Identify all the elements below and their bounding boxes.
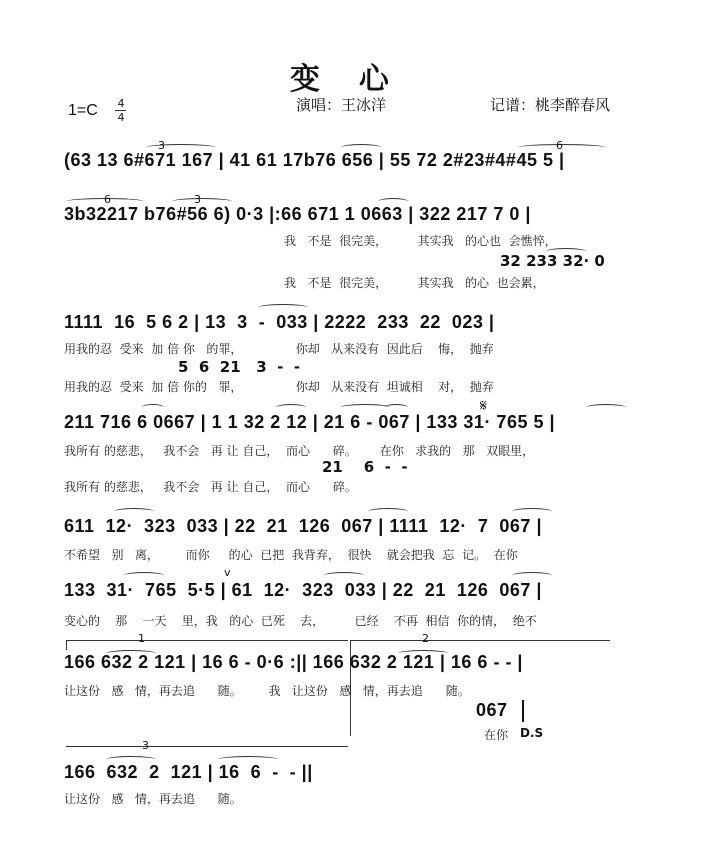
score-line-3: 1111 16 5 6 2 | 13 3 - 033 | 2222 233 22 023 | (64, 312, 495, 332)
time-signature-bottom: 4 (117, 111, 125, 124)
lyric-line-3a: 用我的忍 受来 加 倍 你 的罪， 你却 从来没有 因此后 悔， 抛弃 (64, 342, 494, 356)
triplet-mark: 3 (158, 139, 165, 152)
slur (340, 404, 390, 411)
key-signature: 1=C (68, 102, 98, 119)
ds-lyric: 在你 (484, 728, 509, 742)
transcriber-credit: 记谱：桃李醉春风 (490, 96, 611, 114)
song-title: 变 心 (290, 62, 395, 97)
score-line-4: 211 716 6 0667 | 1 1 32 2 12 | 21 6 - 067 | 133 31· 765 5 | (64, 412, 556, 432)
slur (512, 572, 552, 579)
slur (586, 404, 626, 411)
ending-1-bracket (66, 640, 348, 641)
score-sheet (38, 36, 671, 809)
score-line-7: 166 632 2 121 | 16 6 - 0·6 :|| 166 632 2 121 | 16 6 - - | (64, 652, 523, 672)
triplet-bracket (66, 746, 348, 747)
slur (384, 404, 408, 411)
ending-2-label: 2 (422, 632, 429, 645)
segno-mark: 𝄋 (480, 396, 487, 415)
ending-1-bracket-start (66, 640, 67, 650)
ds-notes: 067 (476, 700, 508, 720)
alt-score-line-3: 5 6 21 3 - - (178, 358, 301, 376)
slur (114, 508, 154, 515)
score-line-1: (63 13 6#671 167 | 41 61 17b76 656 | 55 72 2#23#4#45 5 | (64, 150, 565, 170)
lyric-line-4b: 我所有 的慈悲， 我不会 再 让 自己， 而心 碎。 (64, 480, 357, 494)
lyric-line-3b: 用我的忍 受来 加 倍 你的 罪， 你却 从来没有 坦诚相 对， 抛弃 (64, 380, 494, 394)
lyric-line-7: 让这份 感 情，再去追 随。 我 让这份 感 情，再去追 随。 (64, 684, 470, 698)
score-line-8: 166 632 2 121 | 16 6 - - || (64, 762, 313, 782)
slur (324, 572, 364, 579)
triplet-mark: 3 (194, 193, 201, 206)
lyric-line-4a: 我所有 的慈悲， 我不会 再 让 自己， 而心 碎。 在你 求我的 那 双眼里， (64, 444, 535, 458)
slur (258, 304, 308, 311)
score-line-5: 611 12· 323 033 | 22 21 126 067 | 1111 12· 7 067 | (64, 516, 542, 536)
slur (124, 572, 164, 579)
lyric-line-2b: 我 不是 很完美， 其实我 的心 也会累， (284, 276, 545, 290)
score-line-6: 133 31· 765 5·5 | 61 12· 323 033 | 22 21 126 067 | (64, 580, 542, 600)
slur (512, 508, 552, 515)
slur (276, 404, 306, 411)
lyric-line-5: 不希望 别 离， 而你 的心 已把 我背弃， 很快 就会把我 忘 记。 在你 (64, 548, 518, 562)
alt-score-line-4: 21 6 - - (322, 458, 408, 476)
slur (142, 404, 164, 411)
ds-mark: D.S (520, 726, 544, 740)
sextuplet-mark: 6 (104, 193, 111, 206)
lyric-line-8: 让这份 感 情，再去追 随。 (64, 792, 242, 806)
triplet-mark: 3 (142, 739, 149, 752)
sextuplet-mark: 6 (556, 139, 563, 152)
lyric-line-2a: 我 不是 很完美， 其实我 的心也 会憔悴， (284, 234, 557, 248)
singer-credit: 演唱：王冰洋 (296, 96, 387, 114)
alt-score-line-2: 32 233 32· 0 (500, 252, 605, 270)
time-signature-top: 4 (117, 97, 125, 110)
ds-barline (522, 700, 524, 722)
accent-mark: v (224, 566, 231, 579)
lyric-line-6: 变心的 那 一天 里，我 的心 已死 去， 已经 不再 相信 你的情， 绝不 (64, 614, 537, 628)
ending-1-label: 1 (138, 632, 145, 645)
score-line-2: 3b32217 b76#56 6) 0·3 |:66 671 1 0663 | 322 217 7 0 | (64, 204, 531, 224)
slur (368, 508, 408, 515)
ending-2-bracket (350, 640, 610, 641)
